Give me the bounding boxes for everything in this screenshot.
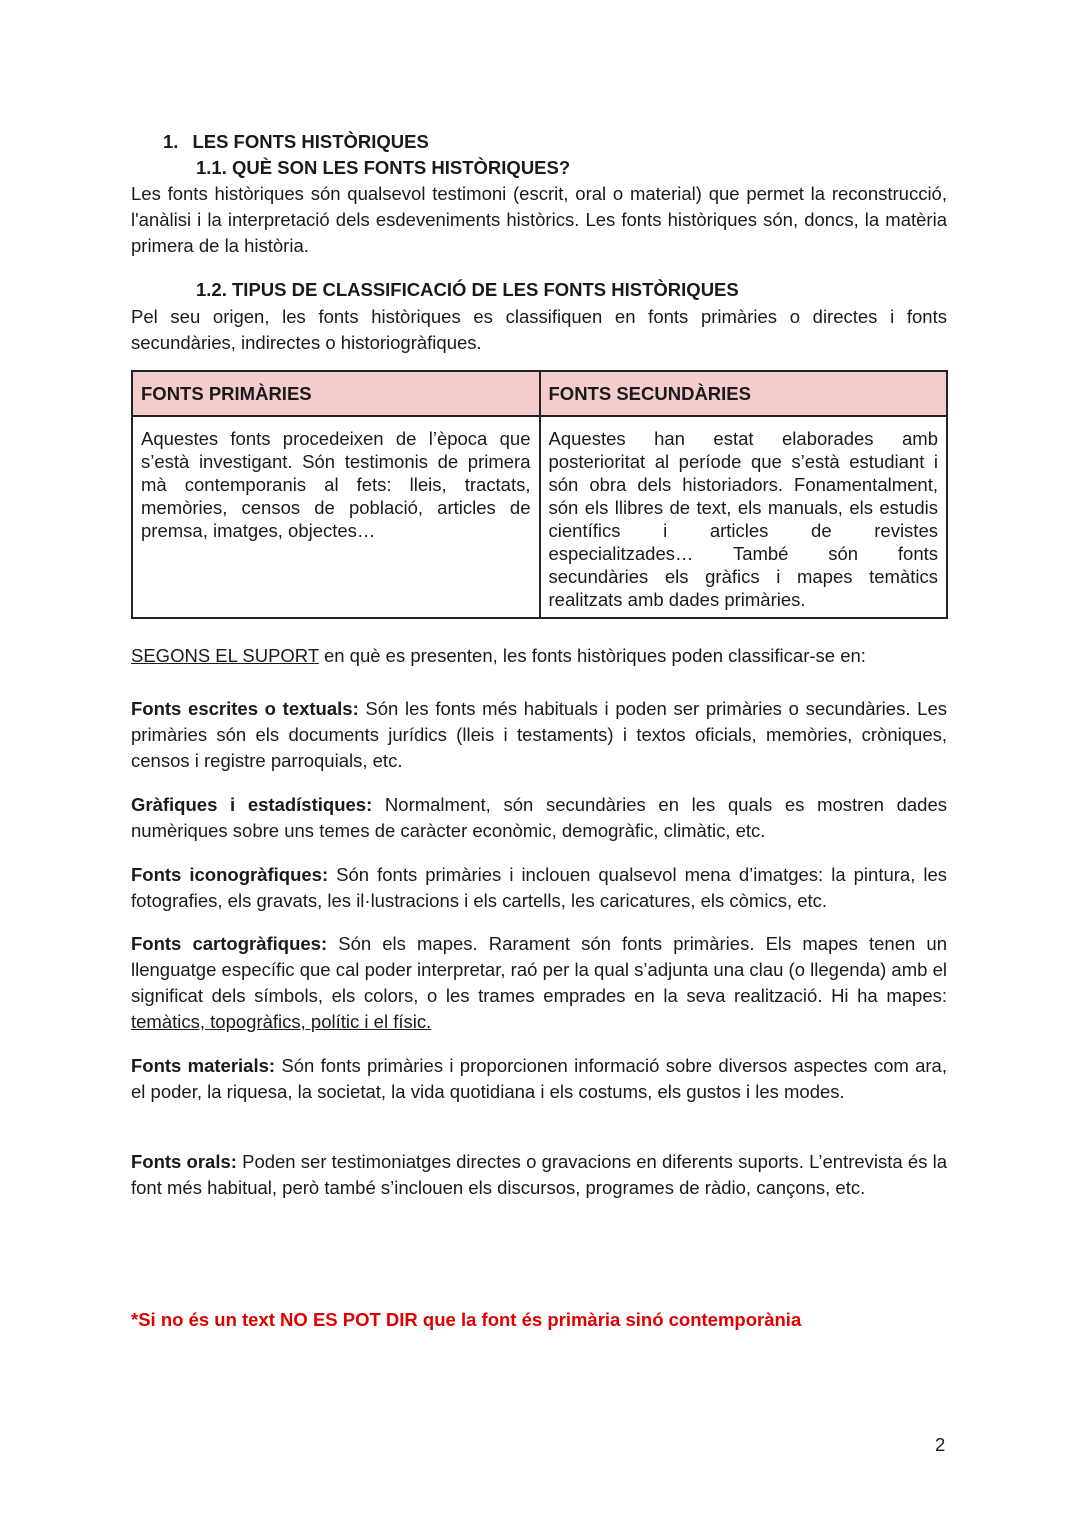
- type-iconographic: [131, 862, 947, 914]
- table-cell-secondary: Aquestes han estat elaborades amb posterioritat al període que s’està estudiant i són obra dels historiadors. Fonamentalment, són els llibres de text, els manuals, els estudis científics i articles de revistes especialitzades… També són fonts secundàries els gràfics i mapes temàtics realitzats amb dades primàries.: [540, 416, 948, 618]
- type-label: Fonts cartogràfiques:: [131, 933, 328, 954]
- type-text: Poden ser testimoniatges directes o gravacions en diferents suports. L’entrevista és la font més habitual, però també s’inclouen els discursos, programes de ràdio, cançons, etc.: [131, 1151, 947, 1198]
- type-oral: [131, 1149, 947, 1201]
- support-rest: en què es presenten, les fonts històriques poden classificar-se en:: [318, 645, 866, 666]
- table-cell-primary: Aquestes fonts procedeixen de l’època que s’està investigant. Són testimonis de primera mà contemporanis al fets: lleis, tractats, memòries, censos de població, articles de premsa, imatges, objectes…: [132, 416, 540, 618]
- red-note: *Si no és un text NO ES POT DIR que la font és primària sinó contemporània: [131, 1309, 802, 1330]
- type-written: [131, 696, 947, 774]
- subsection-heading-1-2: 1.2. TIPUS DE CLASSIFICACIÓ DE LES FONTS HISTÒRIQUES: [196, 279, 739, 300]
- type-text: Són fonts primàries i inclouen qualsevol mena d’imatges: la pintura, les fotografies, els gravats, les il·lustracions i els cartells, les caricatures, els còmics, etc.: [131, 864, 948, 911]
- type-cartographic: [131, 931, 947, 1035]
- type-text: Normalment, són secundàries en les quals es mostren dades numèriques sobre uns temes de caràcter econòmic, demogràfic, climàtic, etc.: [131, 794, 947, 841]
- page-number: 2: [935, 1434, 946, 1455]
- table-header-primary: FONTS PRIMÀRIES: [132, 371, 540, 416]
- map-types-underlined: temàtics, topogràfics, polític i el físic.: [131, 1011, 432, 1032]
- type-text: Són els mapes. Rarament són fonts primàries. Els mapes tenen un llenguatge específic que cal poder interpretar, raó per la qual s’adjunta una clau (o llegenda) amb el significat dels símbols, els colors, o les trames emprades en la seva realització. Hi ha mapes:: [131, 933, 947, 1006]
- type-label: Fonts materials:: [131, 1055, 276, 1076]
- type-text: Són les fonts més habituals i poden ser primàries o secundàries. Les primàries són els documents jurídics (lleis i testaments) i textos oficials, memòries, cròniques, censos i registre parroquials, etc.: [131, 698, 947, 771]
- section-heading: [163, 129, 979, 155]
- type-material: [131, 1053, 947, 1105]
- table-header-secondary: FONTS SECUNDÀRIES: [540, 371, 948, 416]
- subsection-heading-1-1: 1.1. QUÈ SON LES FONTS HISTÒRIQUES?: [196, 157, 571, 178]
- sources-table: [131, 370, 948, 619]
- section-number: 1.: [163, 131, 179, 152]
- type-graphics: [131, 792, 947, 844]
- paragraph-classification: Pel seu origen, les fonts històriques es classifiquen en fonts primàries o directes i fonts secundàries, indirectes o historiogràfiques.: [131, 306, 947, 353]
- type-label: Fonts iconogràfiques:: [131, 864, 329, 885]
- type-label: Fonts escrites o textuals:: [131, 698, 359, 719]
- paragraph-definition: Les fonts històriques són qualsevol testimoni (escrit, oral o material) que permet la reconstrucció, l'anàlisi i la interpretació dels esdeveniments històrics. Les fonts històriques són, doncs, la matèria primera de la història.: [131, 183, 947, 256]
- support-underlined: SEGONS EL SUPORT: [131, 645, 319, 666]
- section-title: LES FONTS HISTÒRIQUES: [192, 131, 429, 152]
- type-text: Són fonts primàries i proporcionen informació sobre diversos aspectes com ara, el poder, la riquesa, la societat, la vida quotidiana i els costums, els gustos i les modes.: [131, 1055, 947, 1102]
- type-label: Fonts orals:: [131, 1151, 237, 1172]
- type-label: Gràfiques i estadístiques:: [131, 794, 373, 815]
- support-intro: [131, 643, 947, 669]
